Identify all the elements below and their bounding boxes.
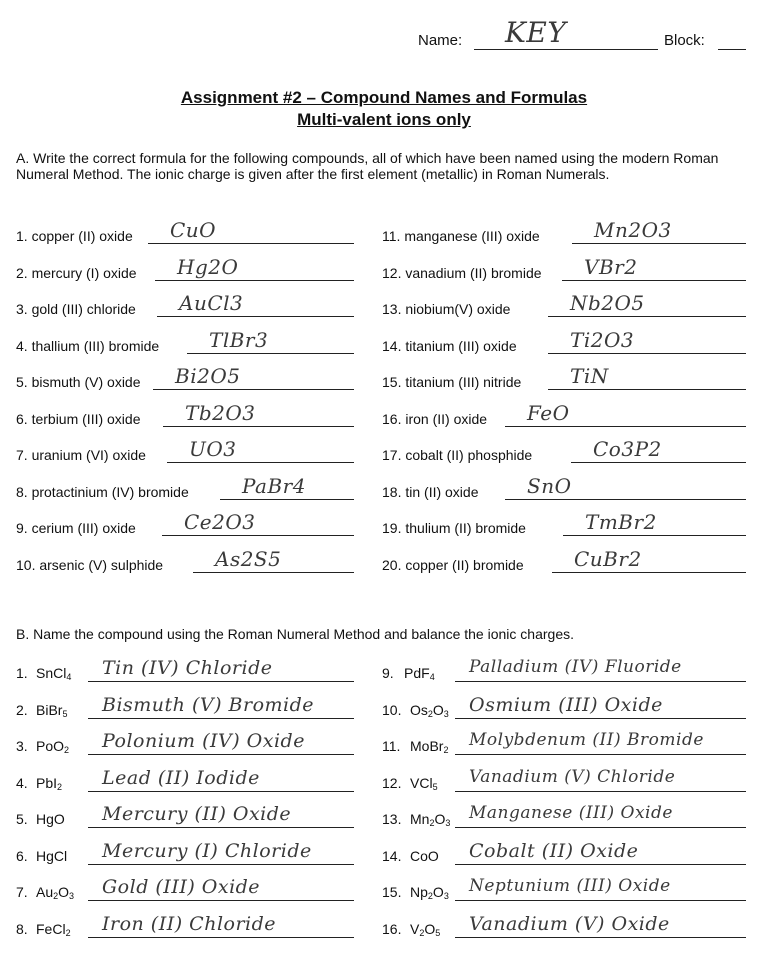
section-b-answer[interactable]: Bismuth (V) Bromide <box>102 693 315 716</box>
section-b-answer[interactable]: Iron (II) Chloride <box>102 912 277 935</box>
answer-line <box>548 316 746 317</box>
section-a-left-label: 6. terbium (III) oxide <box>16 410 141 427</box>
section-b-answer[interactable]: Molybdenum (II) Bromide <box>469 730 704 750</box>
assignment-subtitle: Multi-valent ions only <box>297 110 471 129</box>
answer-line <box>88 864 354 865</box>
section-b-number: 10. <box>382 701 402 718</box>
answer-line <box>562 280 746 281</box>
formula-element: FeCl <box>36 920 66 937</box>
section-a-right-label: 15. titanium (III) nitride <box>382 374 522 390</box>
section-a-left-label: 7. uranium (VI) oxide <box>16 447 146 463</box>
section-b-number: 9. <box>382 665 394 681</box>
section-a-left-label: 8. protactinium (IV) bromide <box>16 483 189 500</box>
chemical-formula <box>410 775 438 792</box>
section-a-left-label: 3. gold (III) chloride <box>16 301 136 317</box>
formula-element: PbI <box>36 774 58 791</box>
formula-subscript: 2 <box>443 745 449 755</box>
chemical-formula <box>36 884 74 901</box>
formula-element: O <box>432 884 444 900</box>
answer-line <box>455 827 746 828</box>
chemical-formula <box>36 702 67 719</box>
answer-line <box>88 754 354 755</box>
formula-element: Os <box>410 701 428 718</box>
section-a-answer[interactable]: VBr2 <box>584 254 638 279</box>
section-a-answer[interactable]: Ce2O3 <box>184 510 256 534</box>
answer-line <box>167 462 354 463</box>
section-a-answer[interactable]: SnO <box>527 473 572 498</box>
section-a-right-label: 16. iron (II) oxide <box>382 410 488 427</box>
section-b-number: 13. <box>382 811 402 827</box>
section-a-left-label: 10. arsenic (V) sulphide <box>16 556 164 573</box>
answer-line <box>88 827 354 828</box>
chemical-formula <box>36 665 71 682</box>
formula-element: O <box>58 884 70 900</box>
answer-line <box>571 462 746 463</box>
formula-subscript: 5 <box>432 781 438 792</box>
section-a-right-label: 13. niobium(V) oxide <box>382 301 511 317</box>
name-label: Name: <box>418 32 463 49</box>
section-b-answer[interactable]: Cobalt (II) Oxide <box>469 839 639 862</box>
section-b-answer[interactable]: Neptunium (III) Oxide <box>469 876 671 896</box>
section-a-answer[interactable]: Mn2O3 <box>594 218 672 242</box>
section-a-answer[interactable]: AuCl3 <box>179 291 244 315</box>
section-b-number: 12. <box>382 774 402 791</box>
answer-line <box>455 900 746 901</box>
section-a-answer[interactable]: Bi2O5 <box>175 364 241 388</box>
section-a-answer[interactable]: CuBr2 <box>574 546 642 571</box>
section-a-answer[interactable]: Hg2O <box>177 254 239 279</box>
section-b-answer[interactable]: Palladium (IV) Fluoride <box>469 657 682 677</box>
section-a-answer[interactable]: TiN <box>570 364 609 388</box>
formula-element: PoO <box>36 738 65 754</box>
formula-subscript: 2 <box>65 927 71 938</box>
answer-line <box>88 681 354 682</box>
chemical-formula <box>36 848 67 865</box>
section-b-answer[interactable]: Vanadium (V) Oxide <box>469 912 670 935</box>
answer-line <box>157 316 354 317</box>
formula-element: SnCl <box>36 665 67 681</box>
answer-line <box>455 718 746 719</box>
formula-subscript: 2 <box>429 818 435 828</box>
section-b-number: 16. <box>382 920 402 937</box>
section-a-left-label: 5. bismuth (V) oxide <box>16 374 141 390</box>
answer-line <box>162 535 354 536</box>
formula-element: HgO <box>36 811 65 827</box>
formula-subscript: 2 <box>57 781 63 792</box>
section-a-right-label: 11. manganese (III) oxide <box>382 228 540 244</box>
formula-subscript: 3 <box>69 891 75 901</box>
answer-line <box>552 572 746 573</box>
formula-subscript: 2 <box>419 927 425 938</box>
formula-element: O <box>424 920 436 937</box>
chemical-formula <box>36 738 69 755</box>
section-a-answer[interactable]: PaBr4 <box>242 473 306 498</box>
section-a-answer[interactable]: Ti2O3 <box>570 327 635 352</box>
answer-line <box>548 389 746 390</box>
section-b-answer[interactable]: Manganese (III) Oxide <box>469 803 673 823</box>
answer-line <box>88 718 354 719</box>
formula-element: CoO <box>410 847 439 864</box>
chemical-formula <box>36 811 65 828</box>
section-b-number: 2. <box>16 701 28 718</box>
assignment-title: Assignment #2 – Compound Names and Formulas <box>180 88 588 107</box>
answer-line <box>455 937 746 938</box>
chemical-formula <box>410 921 440 938</box>
section-a-right-label: 17. cobalt (II) phosphide <box>382 447 533 463</box>
chemical-formula <box>410 848 439 865</box>
block-label: Block: <box>664 32 705 49</box>
answer-line <box>88 937 354 938</box>
chemical-formula <box>410 811 450 828</box>
formula-element: VCl <box>410 774 433 791</box>
formula-element: Np <box>410 884 428 900</box>
section-b-answer[interactable]: Vanadium (V) Chloride <box>469 766 676 787</box>
formula-element: BiBr <box>36 701 63 718</box>
name-value[interactable]: KEY <box>505 16 567 49</box>
answer-line <box>220 499 354 500</box>
formula-subscript: 5 <box>435 927 441 938</box>
formula-element: O <box>432 701 444 718</box>
chemical-formula <box>36 775 62 792</box>
section-b-number: 1. <box>16 665 28 681</box>
section-a-left-label: 9. cerium (III) oxide <box>16 520 136 536</box>
answer-line <box>548 353 746 354</box>
section-b-answer[interactable]: Gold (III) Oxide <box>102 876 261 898</box>
answer-line <box>163 426 354 427</box>
formula-element: V <box>410 920 420 937</box>
answer-line <box>148 243 354 244</box>
section-a-answer[interactable]: As2S5 <box>215 546 282 571</box>
chemical-formula <box>410 738 448 755</box>
section-a-answer[interactable]: TlBr3 <box>209 327 269 352</box>
answer-line <box>155 280 354 281</box>
section-a-answer[interactable]: Co3P2 <box>593 437 662 461</box>
section-b-answer[interactable]: Lead (II) Iodide <box>102 766 260 789</box>
formula-element: Mn <box>410 811 430 827</box>
section-a-right-label: 19. thulium (II) bromide <box>382 520 526 536</box>
section-a-answer[interactable]: Tb2O3 <box>185 400 256 425</box>
formula-subscript: 3 <box>443 891 449 901</box>
section-b-number: 7. <box>16 884 28 900</box>
section-b-number: 4. <box>16 774 28 791</box>
section-a-answer[interactable]: TmBr2 <box>585 510 657 534</box>
chemical-formula <box>36 921 71 938</box>
answer-line <box>455 791 746 792</box>
formula-subscript: 5 <box>62 708 68 719</box>
formula-element: O <box>434 811 446 827</box>
section-a-left-label: 1. copper (II) oxide <box>16 228 133 244</box>
block-line[interactable] <box>718 49 746 50</box>
section-b-answer[interactable]: Mercury (II) Oxide <box>102 803 292 825</box>
answer-line <box>88 791 354 792</box>
section-b-number: 8. <box>16 920 28 937</box>
section-a-answer[interactable]: FeO <box>527 400 570 425</box>
answer-line <box>455 681 746 682</box>
section-a-instructions: A. Write the correct formula for the following compounds, all of which have been named using the modern Roman Numeral Method. The ionic charge is given after the first element (metallic) in Roman Numerals. <box>16 150 719 182</box>
section-b-answer[interactable]: Osmium (III) Oxide <box>469 693 663 716</box>
formula-subscript: 3 <box>445 818 451 828</box>
section-a-answer[interactable]: CuO <box>170 218 217 242</box>
formula-element: MoBr <box>410 738 444 754</box>
section-b-answer[interactable]: Polonium (IV) Oxide <box>102 730 305 752</box>
section-a-answer[interactable]: UO3 <box>189 437 237 461</box>
formula-element: HgCl <box>36 847 68 864</box>
section-b-instructions: B. Name the compound using the Roman Numeral Method and balance the ionic charges. <box>16 626 574 642</box>
section-b-number: 3. <box>16 738 28 754</box>
formula-element: PdF <box>404 665 430 681</box>
section-b-number: 5. <box>16 811 28 827</box>
chemical-formula <box>410 702 449 719</box>
name-line <box>474 49 658 50</box>
formula-subscript: 2 <box>427 708 433 719</box>
formula-element: Au <box>36 884 54 900</box>
answer-line <box>187 353 354 354</box>
section-a-right-label: 18. tin (II) oxide <box>382 483 479 500</box>
section-b-number: 14. <box>382 847 402 864</box>
section-b-number: 6. <box>16 847 28 864</box>
section-a-left-label: 4. thallium (III) bromide <box>16 337 160 354</box>
formula-subscript: 4 <box>429 672 435 682</box>
answer-line <box>563 535 746 536</box>
answer-line <box>505 426 746 427</box>
formula-subscript: 2 <box>53 891 59 901</box>
answer-line <box>153 389 354 390</box>
section-a-left-label: 2. mercury (I) oxide <box>16 264 137 281</box>
section-a-answer[interactable]: Nb2O5 <box>570 291 645 315</box>
answer-line <box>572 243 746 244</box>
answer-line <box>455 754 746 755</box>
chemical-formula <box>404 665 435 682</box>
formula-subscript: 4 <box>66 672 72 682</box>
answer-line <box>455 864 746 865</box>
formula-subscript: 3 <box>443 708 449 719</box>
answer-line <box>88 900 354 901</box>
section-b-number: 11. <box>382 738 401 754</box>
formula-subscript: 2 <box>427 891 433 901</box>
answer-line <box>193 572 354 573</box>
section-b-answer[interactable]: Mercury (I) Chloride <box>102 839 312 862</box>
section-b-answer[interactable]: Tin (IV) Chloride <box>102 657 273 679</box>
formula-subscript: 2 <box>64 745 70 755</box>
section-a-right-label: 20. copper (II) bromide <box>382 556 524 573</box>
section-b-number: 15. <box>382 884 402 900</box>
section-a-right-label: 14. titanium (III) oxide <box>382 337 517 354</box>
answer-line <box>505 499 746 500</box>
chemical-formula <box>410 884 449 901</box>
section-a-right-label: 12. vanadium (II) bromide <box>382 264 542 281</box>
